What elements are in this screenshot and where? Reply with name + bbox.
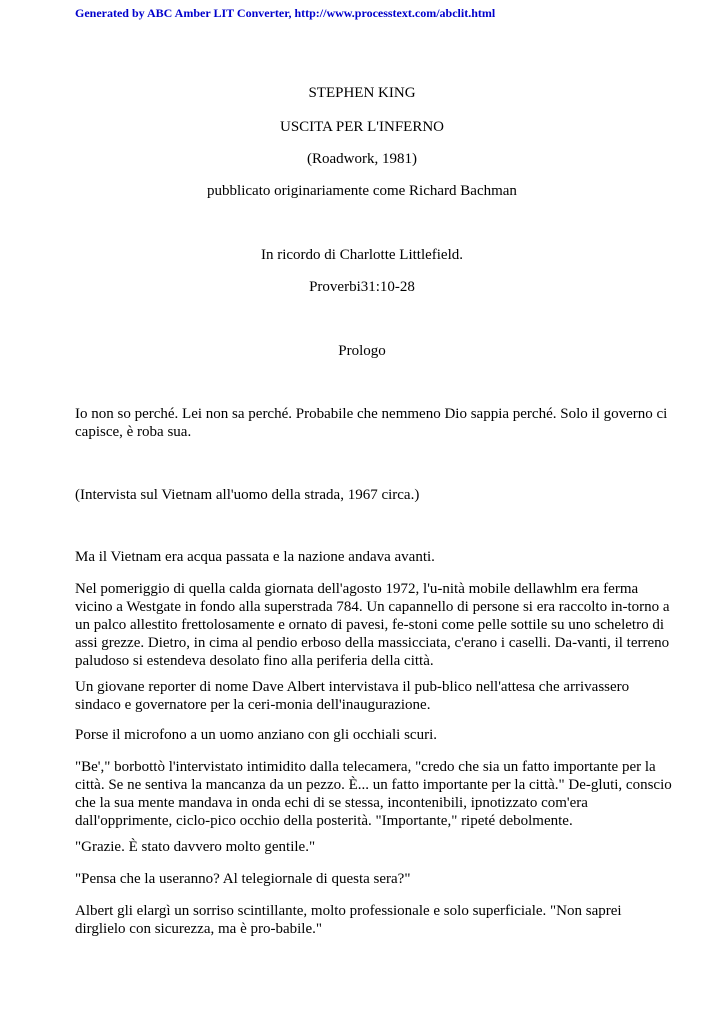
text-line: città. Se ne sentiva la mancanza da un pezzo. È... un fatto importante per la città." De-gluti, conscio xyxy=(75,777,672,793)
text-line: Ma il Vietnam era acqua passata e la nazione andava avanti. xyxy=(75,549,435,565)
text-line: Io non so perché. Lei non sa perché. Probabile che nemmeno Dio sappia perché. Solo il governo ci xyxy=(75,406,668,422)
paragraph-7 xyxy=(75,758,672,830)
original-title: (Roadwork, 1981) xyxy=(307,151,417,167)
text-line: vicino a Westgate in fondo alla superstrada 784. Un capannello di persone si era raccolto in-torno a xyxy=(75,599,670,615)
paragraph-3 xyxy=(75,548,655,566)
text-line: che la sua mente mandava in onda echi di se stessa, incontenibili, ipnotizzato com'era xyxy=(75,795,588,811)
paragraph-4 xyxy=(75,580,670,670)
paragraph-2 xyxy=(75,486,655,504)
text-line: Albert gli elargì un sorriso scintillante, molto professionale e solo superficiale. "Non saprei xyxy=(75,903,622,919)
text-line: Porse il microfono a un uomo anziano con gli occhiali scuri. xyxy=(75,727,437,743)
converter-header-link[interactable]: Generated by ABC Amber LIT Converter, http://www.processtext.com/abclit.html xyxy=(75,6,496,20)
text-line: Un giovane reporter di nome Dave Albert intervistava il pub-blico nell'attesa che arrivassero xyxy=(75,679,630,695)
text-line: un palco allestito frettolosamente e ornato di pavesi, fe-stoni come pelle sottile su uno scheletro di xyxy=(75,617,664,633)
text-line: dall'opprimente, ciclo-pico occhio della posterità. "Importante," ripeté debolmente. xyxy=(75,813,573,829)
text-line: dirglielo con sicurezza, ma è pro-babile." xyxy=(75,921,322,937)
text-line: "Pensa che la useranno? Al telegiornale di questa sera?" xyxy=(75,871,411,887)
text-line: paludoso si estendeva desolato fino alla periferia della città. xyxy=(75,653,434,669)
book-title: USCITA PER L'INFERNO xyxy=(279,119,445,135)
text-line: sindaco e governatore per la ceri-monia dell'inaugurazione. xyxy=(75,697,431,713)
text-line: (Intervista sul Vietnam all'uomo della strada, 1967 circa.) xyxy=(75,487,420,503)
paragraph-9 xyxy=(75,870,655,888)
text-line: "Grazie. È stato davvero molto gentile." xyxy=(75,839,316,855)
paragraph-1 xyxy=(75,405,668,441)
text-line: "Be'," borbottò l'intervistato intimidito dalla telecamera, "credo che sia un fatto importante per la xyxy=(75,759,656,775)
paragraph-10 xyxy=(75,902,655,938)
author-name: STEPHEN KING xyxy=(308,85,416,101)
epigraph-reference: Proverbi31:10-28 xyxy=(309,279,415,295)
text-line: Nel pomeriggio di quella calda giornata dell'agosto 1972, l'u-nità mobile dellawhlm era ferma xyxy=(75,581,639,597)
text-line: assi grezze. Dietro, in cima al pendio erboso della massicciata, c'erano i caselli. Da-vanti, il terreno xyxy=(75,635,670,651)
dedication: In ricordo di Charlotte Littlefield. xyxy=(260,247,464,263)
publication-note: pubblicato originariamente come Richard Bachman xyxy=(207,183,517,199)
text-line: capisce, è roba sua. xyxy=(75,424,192,440)
paragraph-6 xyxy=(75,726,655,744)
section-heading: Prologo xyxy=(338,343,386,359)
paragraph-5 xyxy=(75,678,655,714)
paragraph-8 xyxy=(75,838,655,856)
